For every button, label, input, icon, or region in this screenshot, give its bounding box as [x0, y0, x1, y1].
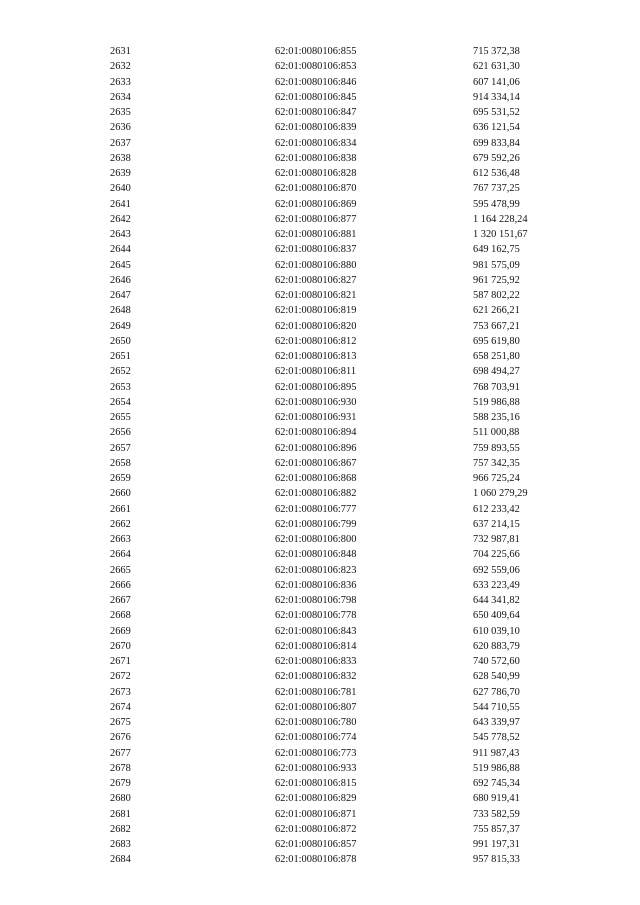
cadastral-number-cell: 62:01:0080106:870 [275, 183, 357, 195]
amount-cell: 545 778,52 [473, 732, 520, 744]
cadastral-number-cell: 62:01:0080106:931 [275, 412, 357, 423]
table-row [0, 608, 640, 623]
table-row [0, 654, 640, 669]
table-row [0, 75, 640, 90]
amount-cell: 679 592,26 [473, 152, 520, 164]
cadastral-number-cell: 62:01:0080106:773 [275, 747, 357, 759]
row-number-cell: 2668 [110, 610, 131, 622]
row-number-cell: 2660 [110, 488, 131, 500]
cadastral-number-cell: 62:01:0080106:813 [275, 351, 357, 362]
row-number-cell: 2682 [110, 823, 131, 835]
row-number-cell: 2674 [110, 701, 131, 713]
amount-cell: 658 251,80 [473, 351, 520, 362]
amount-cell: 636 121,54 [473, 122, 520, 134]
cadastral-number-cell: 62:01:0080106:871 [275, 808, 357, 820]
cadastral-number-cell: 62:01:0080106:799 [275, 518, 357, 530]
row-number-cell: 2654 [110, 396, 131, 408]
amount-cell: 715 372,38 [473, 46, 520, 57]
row-number-cell: 2661 [110, 503, 131, 515]
amount-cell: 607 141,06 [473, 76, 520, 88]
amount-cell: 1 320 151,67 [473, 229, 528, 240]
amount-cell: 595 478,99 [473, 198, 520, 210]
amount-cell: 698 494,27 [473, 366, 520, 378]
row-number-cell: 2680 [110, 793, 131, 805]
table-row [0, 441, 640, 456]
cadastral-number-cell: 62:01:0080106:837 [275, 244, 357, 256]
table-row [0, 624, 640, 639]
cadastral-number-cell: 62:01:0080106:838 [275, 152, 357, 164]
row-number-cell: 2643 [110, 229, 131, 240]
row-number-cell: 2671 [110, 656, 131, 667]
cadastral-number-cell: 62:01:0080106:877 [275, 213, 357, 225]
amount-cell: 612 536,48 [473, 168, 520, 179]
cadastral-number-cell: 62:01:0080106:872 [275, 823, 357, 835]
table-row [0, 410, 640, 425]
table-row [0, 532, 640, 547]
amount-cell: 519 986,88 [473, 396, 520, 408]
cadastral-number-cell: 62:01:0080106:834 [275, 137, 357, 149]
cadastral-number-cell: 62:01:0080106:894 [275, 427, 357, 439]
row-number-cell: 2662 [110, 518, 131, 530]
table-row [0, 639, 640, 654]
row-number-cell: 2666 [110, 579, 131, 591]
cadastral-number-cell: 62:01:0080106:930 [275, 396, 357, 408]
row-number-cell: 2634 [110, 91, 131, 103]
amount-cell: 991 197,31 [473, 839, 520, 850]
table-row [0, 837, 640, 852]
amount-cell: 755 857,37 [473, 823, 520, 835]
cadastral-number-cell: 62:01:0080106:845 [275, 91, 357, 103]
amount-cell: 643 339,97 [473, 717, 520, 728]
row-number-cell: 2652 [110, 366, 131, 378]
amount-cell: 981 575,09 [473, 259, 520, 271]
row-number-cell: 2632 [110, 61, 131, 73]
cadastral-number-cell: 62:01:0080106:869 [275, 198, 357, 210]
row-number-cell: 2641 [110, 198, 131, 210]
cadastral-number-cell: 62:01:0080106:777 [275, 503, 357, 515]
cadastral-number-cell: 62:01:0080106:778 [275, 610, 357, 622]
amount-cell: 511 000,88 [473, 427, 520, 439]
cadastral-number-cell: 62:01:0080106:933 [275, 762, 357, 774]
amount-cell: 753 667,21 [473, 320, 520, 332]
cadastral-number-cell: 62:01:0080106:827 [275, 274, 357, 286]
table-row [0, 791, 640, 806]
table-row [0, 730, 640, 745]
cadastral-number-cell: 62:01:0080106:848 [275, 549, 357, 561]
row-number-cell: 2651 [110, 351, 131, 362]
row-number-cell: 2649 [110, 320, 131, 332]
amount-cell: 733 582,59 [473, 808, 520, 820]
table-row [0, 212, 640, 227]
amount-cell: 544 710,55 [473, 701, 520, 713]
amount-cell: 961 725,92 [473, 274, 520, 286]
row-number-cell: 2670 [110, 640, 131, 652]
row-number-cell: 2673 [110, 686, 131, 698]
amount-cell: 757 342,35 [473, 457, 520, 469]
amount-cell: 633 223,49 [473, 579, 520, 591]
row-number-cell: 2637 [110, 137, 131, 149]
amount-cell: 740 572,60 [473, 656, 520, 667]
cadastral-number-cell: 62:01:0080106:807 [275, 701, 357, 713]
row-number-cell: 2663 [110, 534, 131, 545]
cadastral-number-cell: 62:01:0080106:895 [275, 381, 357, 393]
row-number-cell: 2636 [110, 122, 131, 134]
amount-cell: 914 334,14 [473, 91, 520, 103]
cadastral-number-cell: 62:01:0080106:868 [275, 473, 357, 484]
table-row [0, 517, 640, 532]
row-number-cell: 2650 [110, 335, 131, 347]
amount-cell: 628 540,99 [473, 671, 520, 683]
table-row [0, 822, 640, 837]
row-number-cell: 2639 [110, 168, 131, 179]
amount-cell: 650 409,64 [473, 610, 520, 622]
row-number-cell: 2631 [110, 46, 131, 57]
row-number-cell: 2679 [110, 778, 131, 789]
table-row [0, 166, 640, 181]
table-row [0, 700, 640, 715]
table-row [0, 456, 640, 471]
table-row [0, 471, 640, 486]
table-row [0, 319, 640, 334]
table-row [0, 364, 640, 379]
cadastral-number-cell: 62:01:0080106:832 [275, 671, 357, 683]
table-row [0, 181, 640, 196]
amount-cell: 644 341,82 [473, 595, 520, 606]
amount-cell: 767 737,25 [473, 183, 520, 195]
amount-cell: 637 214,15 [473, 518, 520, 530]
amount-cell: 587 802,22 [473, 290, 520, 301]
row-number-cell: 2664 [110, 549, 131, 561]
cadastral-number-cell: 62:01:0080106:829 [275, 793, 357, 805]
table-row [0, 288, 640, 303]
amount-cell: 695 619,80 [473, 335, 520, 347]
amount-cell: 1 164 228,24 [473, 213, 528, 225]
amount-cell: 692 559,06 [473, 564, 520, 576]
row-number-cell: 2675 [110, 717, 131, 728]
cadastral-number-cell: 62:01:0080106:853 [275, 61, 357, 73]
row-number-cell: 2667 [110, 595, 131, 606]
row-number-cell: 2677 [110, 747, 131, 759]
row-number-cell: 2657 [110, 442, 131, 454]
row-number-cell: 2683 [110, 839, 131, 850]
cadastral-number-cell: 62:01:0080106:847 [275, 107, 357, 118]
cadastral-number-cell: 62:01:0080106:811 [275, 366, 357, 378]
table-row [0, 334, 640, 349]
cadastral-number-cell: 62:01:0080106:820 [275, 320, 357, 332]
table-row [0, 776, 640, 791]
table-row [0, 395, 640, 410]
cadastral-number-cell: 62:01:0080106:781 [275, 686, 357, 698]
amount-cell: 966 725,24 [473, 473, 520, 484]
cadastral-number-cell: 62:01:0080106:846 [275, 76, 357, 88]
row-number-cell: 2647 [110, 290, 131, 301]
cadastral-number-cell: 62:01:0080106:819 [275, 305, 357, 317]
row-number-cell: 2678 [110, 762, 131, 774]
row-number-cell: 2644 [110, 244, 131, 256]
table-row [0, 746, 640, 761]
cadastral-number-cell: 62:01:0080106:836 [275, 579, 357, 591]
table-row [0, 852, 640, 867]
table-row [0, 425, 640, 440]
cadastral-number-cell: 62:01:0080106:814 [275, 640, 357, 652]
amount-cell: 692 745,34 [473, 778, 520, 789]
table-row [0, 547, 640, 562]
amount-cell: 768 703,91 [473, 381, 520, 393]
table-row [0, 715, 640, 730]
cadastral-number-cell: 62:01:0080106:878 [275, 854, 357, 866]
cadastral-number-cell: 62:01:0080106:880 [275, 259, 357, 271]
table-row [0, 258, 640, 273]
cadastral-number-cell: 62:01:0080106:812 [275, 335, 357, 347]
cadastral-number-cell: 62:01:0080106:828 [275, 168, 357, 179]
row-number-cell: 2640 [110, 183, 131, 195]
table-row [0, 303, 640, 318]
row-number-cell: 2656 [110, 427, 131, 439]
cadastral-number-cell: 62:01:0080106:843 [275, 625, 357, 637]
table-row [0, 44, 640, 59]
cadastral-number-cell: 62:01:0080106:833 [275, 656, 357, 667]
row-number-cell: 2659 [110, 473, 131, 484]
amount-cell: 588 235,16 [473, 412, 520, 423]
row-number-cell: 2642 [110, 213, 131, 225]
row-number-cell: 2676 [110, 732, 131, 744]
amount-cell: 649 162,75 [473, 244, 520, 256]
cadastral-number-cell: 62:01:0080106:881 [275, 229, 357, 240]
table-row [0, 593, 640, 608]
table-row [0, 578, 640, 593]
table-row [0, 136, 640, 151]
table-row [0, 120, 640, 135]
cadastral-number-cell: 62:01:0080106:800 [275, 534, 357, 545]
table-row [0, 349, 640, 364]
cadastral-number-cell: 62:01:0080106:857 [275, 839, 357, 850]
amount-cell: 1 060 279,29 [473, 488, 528, 500]
amount-cell: 704 225,66 [473, 549, 520, 561]
table-row [0, 685, 640, 700]
table-row [0, 227, 640, 242]
cadastral-number-cell: 62:01:0080106:882 [275, 488, 357, 500]
row-number-cell: 2672 [110, 671, 131, 683]
row-number-cell: 2665 [110, 564, 131, 576]
cadastral-number-cell: 62:01:0080106:867 [275, 457, 357, 469]
table-row [0, 669, 640, 684]
cadastral-number-cell: 62:01:0080106:821 [275, 290, 357, 301]
table-row [0, 273, 640, 288]
amount-cell: 957 815,33 [473, 854, 520, 866]
row-number-cell: 2653 [110, 381, 131, 393]
row-number-cell: 2638 [110, 152, 131, 164]
row-number-cell: 2635 [110, 107, 131, 118]
row-number-cell: 2633 [110, 76, 131, 88]
cadastral-number-cell: 62:01:0080106:896 [275, 442, 357, 454]
amount-cell: 610 039,10 [473, 625, 520, 637]
row-number-cell: 2684 [110, 854, 131, 866]
amount-cell: 695 531,52 [473, 107, 520, 118]
row-number-cell: 2681 [110, 808, 131, 820]
cadastral-number-cell: 62:01:0080106:774 [275, 732, 357, 744]
table-row [0, 59, 640, 74]
amount-cell: 612 233,42 [473, 503, 520, 515]
row-number-cell: 2658 [110, 457, 131, 469]
amount-cell: 519 986,88 [473, 762, 520, 774]
table-row [0, 105, 640, 120]
table-row [0, 151, 640, 166]
amount-cell: 911 987,43 [473, 747, 520, 759]
data-table [0, 44, 640, 868]
table-row [0, 197, 640, 212]
row-number-cell: 2655 [110, 412, 131, 423]
row-number-cell: 2669 [110, 625, 131, 637]
table-row [0, 380, 640, 395]
cadastral-number-cell: 62:01:0080106:823 [275, 564, 357, 576]
cadastral-number-cell: 62:01:0080106:839 [275, 122, 357, 134]
table-row [0, 486, 640, 501]
amount-cell: 699 833,84 [473, 137, 520, 149]
row-number-cell: 2648 [110, 305, 131, 317]
amount-cell: 627 786,70 [473, 686, 520, 698]
amount-cell: 680 919,41 [473, 793, 520, 805]
table-row [0, 90, 640, 105]
table-row [0, 242, 640, 257]
amount-cell: 620 883,79 [473, 640, 520, 652]
table-row [0, 563, 640, 578]
amount-cell: 621 631,30 [473, 61, 520, 73]
table-row [0, 761, 640, 776]
cadastral-number-cell: 62:01:0080106:798 [275, 595, 357, 606]
cadastral-number-cell: 62:01:0080106:855 [275, 46, 357, 57]
amount-cell: 732 987,81 [473, 534, 520, 545]
amount-cell: 621 266,21 [473, 305, 520, 317]
cadastral-number-cell: 62:01:0080106:815 [275, 778, 357, 789]
row-number-cell: 2646 [110, 274, 131, 286]
table-row [0, 502, 640, 517]
row-number-cell: 2645 [110, 259, 131, 271]
cadastral-number-cell: 62:01:0080106:780 [275, 717, 357, 728]
amount-cell: 759 893,55 [473, 442, 520, 454]
table-row [0, 807, 640, 822]
